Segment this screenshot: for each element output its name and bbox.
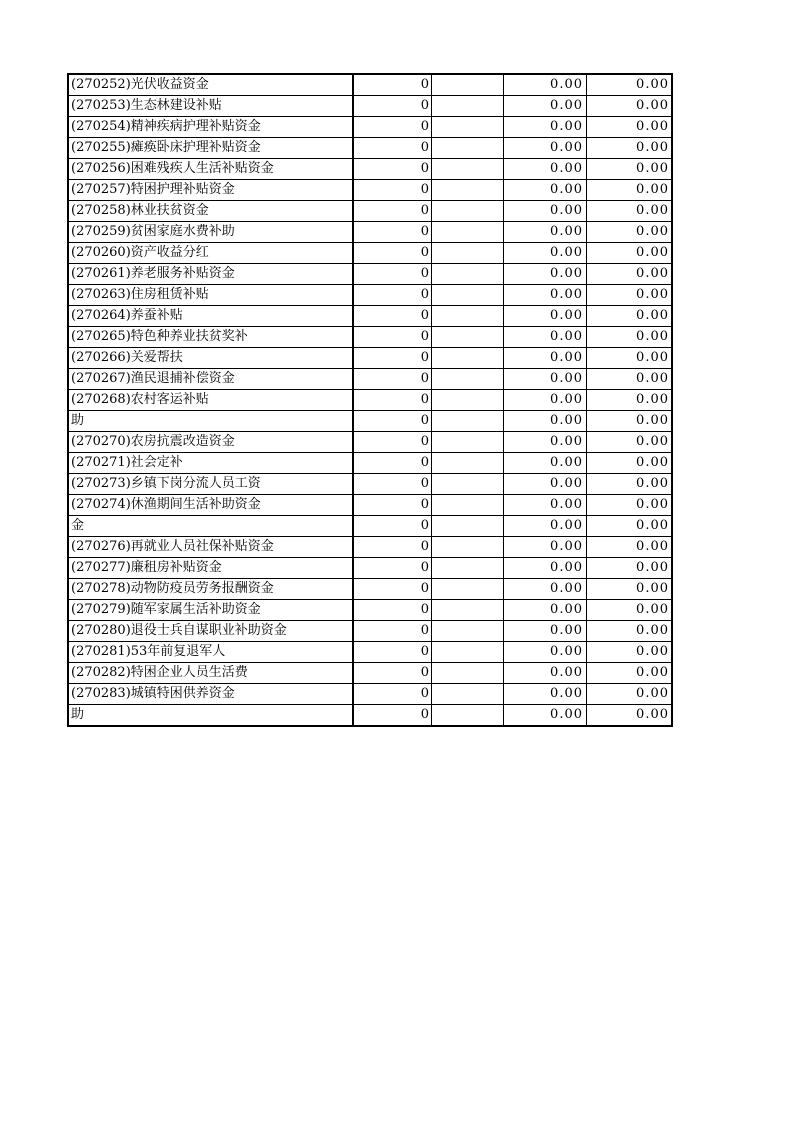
row-blank-cell: [432, 621, 504, 642]
row-blank-cell: [432, 222, 504, 243]
row-count-cell: 0: [353, 516, 432, 537]
row-count-cell: 0: [353, 264, 432, 285]
row-total-cell: 0.00: [587, 516, 673, 537]
row-count-cell: 0: [353, 537, 432, 558]
row-total-cell: 0.00: [587, 432, 673, 453]
row-blank-cell: [432, 74, 504, 96]
table-row: [68, 180, 672, 201]
table-row: [68, 306, 672, 327]
row-count-cell: 0: [353, 222, 432, 243]
row-blank-cell: [432, 642, 504, 663]
row-count-cell: 0: [353, 74, 432, 96]
row-blank-cell: [432, 495, 504, 516]
table-row: [68, 579, 672, 600]
row-blank-cell: [432, 285, 504, 306]
row-blank-cell: [432, 600, 504, 621]
row-blank-cell: [432, 159, 504, 180]
row-total-cell: 0.00: [587, 96, 673, 117]
row-amount-cell: 0.00: [504, 432, 587, 453]
row-amount-cell: 0.00: [504, 74, 587, 96]
row-blank-cell: [432, 327, 504, 348]
row-name-cell: (270273)乡镇下岗分流人员工资: [68, 474, 353, 495]
row-amount-cell: 0.00: [504, 201, 587, 222]
row-total-cell: 0.00: [587, 642, 673, 663]
row-amount-cell: 0.00: [504, 411, 587, 432]
row-count-cell: 0: [353, 495, 432, 516]
row-amount-cell: 0.00: [504, 495, 587, 516]
row-name-cell: (270283)城镇特困供养资金: [68, 684, 353, 705]
table-row: [68, 621, 672, 642]
row-amount-cell: 0.00: [504, 453, 587, 474]
row-name-cell: (270278)动物防疫员劳务报酬资金: [68, 579, 353, 600]
row-total-cell: 0.00: [587, 159, 673, 180]
row-total-cell: 0.00: [587, 348, 673, 369]
row-name-cell: (270254)精神疾病护理补贴资金: [68, 117, 353, 138]
row-name-cell: (270257)特困护理补贴资金: [68, 180, 353, 201]
table-row: [68, 516, 672, 537]
row-total-cell: 0.00: [587, 74, 673, 96]
row-blank-cell: [432, 558, 504, 579]
row-total-cell: 0.00: [587, 621, 673, 642]
row-count-cell: 0: [353, 327, 432, 348]
row-count-cell: 0: [353, 642, 432, 663]
subsidy-table: [67, 73, 673, 727]
row-name-cell: (270282)特困企业人员生活费: [68, 663, 353, 684]
row-name-cell: 助: [68, 705, 353, 727]
row-total-cell: 0.00: [587, 453, 673, 474]
row-blank-cell: [432, 432, 504, 453]
row-count-cell: 0: [353, 474, 432, 495]
row-amount-cell: 0.00: [504, 705, 587, 727]
row-amount-cell: 0.00: [504, 516, 587, 537]
row-total-cell: 0.00: [587, 117, 673, 138]
row-total-cell: 0.00: [587, 201, 673, 222]
row-amount-cell: 0.00: [504, 96, 587, 117]
row-name-cell: (270266)关爱帮扶: [68, 348, 353, 369]
row-count-cell: 0: [353, 705, 432, 727]
table-row: [68, 96, 672, 117]
table-row: [68, 600, 672, 621]
row-amount-cell: 0.00: [504, 327, 587, 348]
row-name-cell: (270279)随军家属生活补助资金: [68, 600, 353, 621]
row-count-cell: 0: [353, 306, 432, 327]
table-row: [68, 243, 672, 264]
row-blank-cell: [432, 579, 504, 600]
row-amount-cell: 0.00: [504, 243, 587, 264]
row-amount-cell: 0.00: [504, 159, 587, 180]
row-count-cell: 0: [353, 201, 432, 222]
row-count-cell: 0: [353, 621, 432, 642]
row-total-cell: 0.00: [587, 579, 673, 600]
row-count-cell: 0: [353, 432, 432, 453]
table-row: [68, 705, 672, 727]
table-body: [68, 74, 672, 726]
row-name-cell: (270280)退役士兵自谋职业补助资金: [68, 621, 353, 642]
row-blank-cell: [432, 705, 504, 727]
row-count-cell: 0: [353, 96, 432, 117]
row-blank-cell: [432, 453, 504, 474]
row-count-cell: 0: [353, 390, 432, 411]
row-count-cell: 0: [353, 159, 432, 180]
row-total-cell: 0.00: [587, 138, 673, 159]
row-count-cell: 0: [353, 453, 432, 474]
table-row: [68, 390, 672, 411]
row-amount-cell: 0.00: [504, 138, 587, 159]
row-amount-cell: 0.00: [504, 285, 587, 306]
row-blank-cell: [432, 348, 504, 369]
row-count-cell: 0: [353, 411, 432, 432]
table-row: [68, 642, 672, 663]
row-blank-cell: [432, 180, 504, 201]
row-total-cell: 0.00: [587, 495, 673, 516]
row-amount-cell: 0.00: [504, 600, 587, 621]
row-total-cell: 0.00: [587, 705, 673, 727]
row-name-cell: (270281)53年前复退军人: [68, 642, 353, 663]
row-name-cell: (270276)再就业人员社保补贴资金: [68, 537, 353, 558]
table-row: [68, 684, 672, 705]
row-amount-cell: 0.00: [504, 306, 587, 327]
row-name-cell: (270258)林业扶贫资金: [68, 201, 353, 222]
row-amount-cell: 0.00: [504, 663, 587, 684]
table-row: [68, 264, 672, 285]
row-name-cell: 金: [68, 516, 353, 537]
row-name-cell: (270252)光伏收益资金: [68, 74, 353, 96]
row-total-cell: 0.00: [587, 306, 673, 327]
row-amount-cell: 0.00: [504, 390, 587, 411]
table-row: [68, 222, 672, 243]
table-row: [68, 663, 672, 684]
row-count-cell: 0: [353, 138, 432, 159]
row-total-cell: 0.00: [587, 600, 673, 621]
row-amount-cell: 0.00: [504, 579, 587, 600]
row-blank-cell: [432, 264, 504, 285]
row-count-cell: 0: [353, 348, 432, 369]
row-name-cell: (270264)养蚕补贴: [68, 306, 353, 327]
table-row: [68, 369, 672, 390]
table-row: [68, 495, 672, 516]
row-blank-cell: [432, 474, 504, 495]
table-row: [68, 348, 672, 369]
row-amount-cell: 0.00: [504, 474, 587, 495]
row-amount-cell: 0.00: [504, 117, 587, 138]
row-blank-cell: [432, 390, 504, 411]
row-amount-cell: 0.00: [504, 180, 587, 201]
row-blank-cell: [432, 684, 504, 705]
row-amount-cell: 0.00: [504, 684, 587, 705]
row-name-cell: (270277)廉租房补贴资金: [68, 558, 353, 579]
row-name-cell: (270259)贫困家庭水费补助: [68, 222, 353, 243]
row-count-cell: 0: [353, 369, 432, 390]
row-count-cell: 0: [353, 117, 432, 138]
row-count-cell: 0: [353, 600, 432, 621]
row-blank-cell: [432, 243, 504, 264]
row-blank-cell: [432, 138, 504, 159]
row-name-cell: (270260)资产收益分红: [68, 243, 353, 264]
row-name-cell: (270265)特色种养业扶贫奖补: [68, 327, 353, 348]
table-row: [68, 117, 672, 138]
row-count-cell: 0: [353, 663, 432, 684]
table-row: [68, 201, 672, 222]
row-total-cell: 0.00: [587, 474, 673, 495]
row-amount-cell: 0.00: [504, 222, 587, 243]
table-row: [68, 74, 672, 96]
table-row: [68, 453, 672, 474]
row-blank-cell: [432, 117, 504, 138]
row-total-cell: 0.00: [587, 390, 673, 411]
row-count-cell: 0: [353, 579, 432, 600]
row-amount-cell: 0.00: [504, 558, 587, 579]
row-blank-cell: [432, 537, 504, 558]
row-name-cell: (270274)休渔期间生活补助资金: [68, 495, 353, 516]
row-name-cell: (270256)困难残疾人生活补贴资金: [68, 159, 353, 180]
row-name-cell: (270253)生态林建设补贴: [68, 96, 353, 117]
table-row: [68, 411, 672, 432]
row-name-cell: 助: [68, 411, 353, 432]
row-amount-cell: 0.00: [504, 642, 587, 663]
row-total-cell: 0.00: [587, 537, 673, 558]
row-amount-cell: 0.00: [504, 621, 587, 642]
row-total-cell: 0.00: [587, 369, 673, 390]
row-amount-cell: 0.00: [504, 264, 587, 285]
row-total-cell: 0.00: [587, 222, 673, 243]
row-count-cell: 0: [353, 285, 432, 306]
table-row: [68, 432, 672, 453]
table-row: [68, 138, 672, 159]
row-blank-cell: [432, 306, 504, 327]
row-total-cell: 0.00: [587, 285, 673, 306]
row-blank-cell: [432, 411, 504, 432]
row-blank-cell: [432, 201, 504, 222]
table-row: [68, 474, 672, 495]
row-total-cell: 0.00: [587, 327, 673, 348]
row-name-cell: (270261)养老服务补贴资金: [68, 264, 353, 285]
row-amount-cell: 0.00: [504, 369, 587, 390]
row-name-cell: (270263)住房租赁补贴: [68, 285, 353, 306]
row-name-cell: (270270)农房抗震改造资金: [68, 432, 353, 453]
row-name-cell: (270267)渔民退捕补偿资金: [68, 369, 353, 390]
row-total-cell: 0.00: [587, 411, 673, 432]
row-total-cell: 0.00: [587, 243, 673, 264]
row-amount-cell: 0.00: [504, 348, 587, 369]
row-blank-cell: [432, 96, 504, 117]
row-count-cell: 0: [353, 180, 432, 201]
row-total-cell: 0.00: [587, 663, 673, 684]
row-blank-cell: [432, 369, 504, 390]
table-row: [68, 285, 672, 306]
row-amount-cell: 0.00: [504, 537, 587, 558]
row-blank-cell: [432, 663, 504, 684]
row-count-cell: 0: [353, 558, 432, 579]
row-blank-cell: [432, 516, 504, 537]
row-count-cell: 0: [353, 684, 432, 705]
table-row: [68, 159, 672, 180]
row-total-cell: 0.00: [587, 558, 673, 579]
table-row: [68, 537, 672, 558]
row-total-cell: 0.00: [587, 180, 673, 201]
row-count-cell: 0: [353, 243, 432, 264]
row-total-cell: 0.00: [587, 684, 673, 705]
table-row: [68, 558, 672, 579]
row-name-cell: (270268)农村客运补贴: [68, 390, 353, 411]
table-row: [68, 327, 672, 348]
row-name-cell: (270255)瘫痪卧床护理补贴资金: [68, 138, 353, 159]
row-total-cell: 0.00: [587, 264, 673, 285]
row-name-cell: (270271)社会定补: [68, 453, 353, 474]
